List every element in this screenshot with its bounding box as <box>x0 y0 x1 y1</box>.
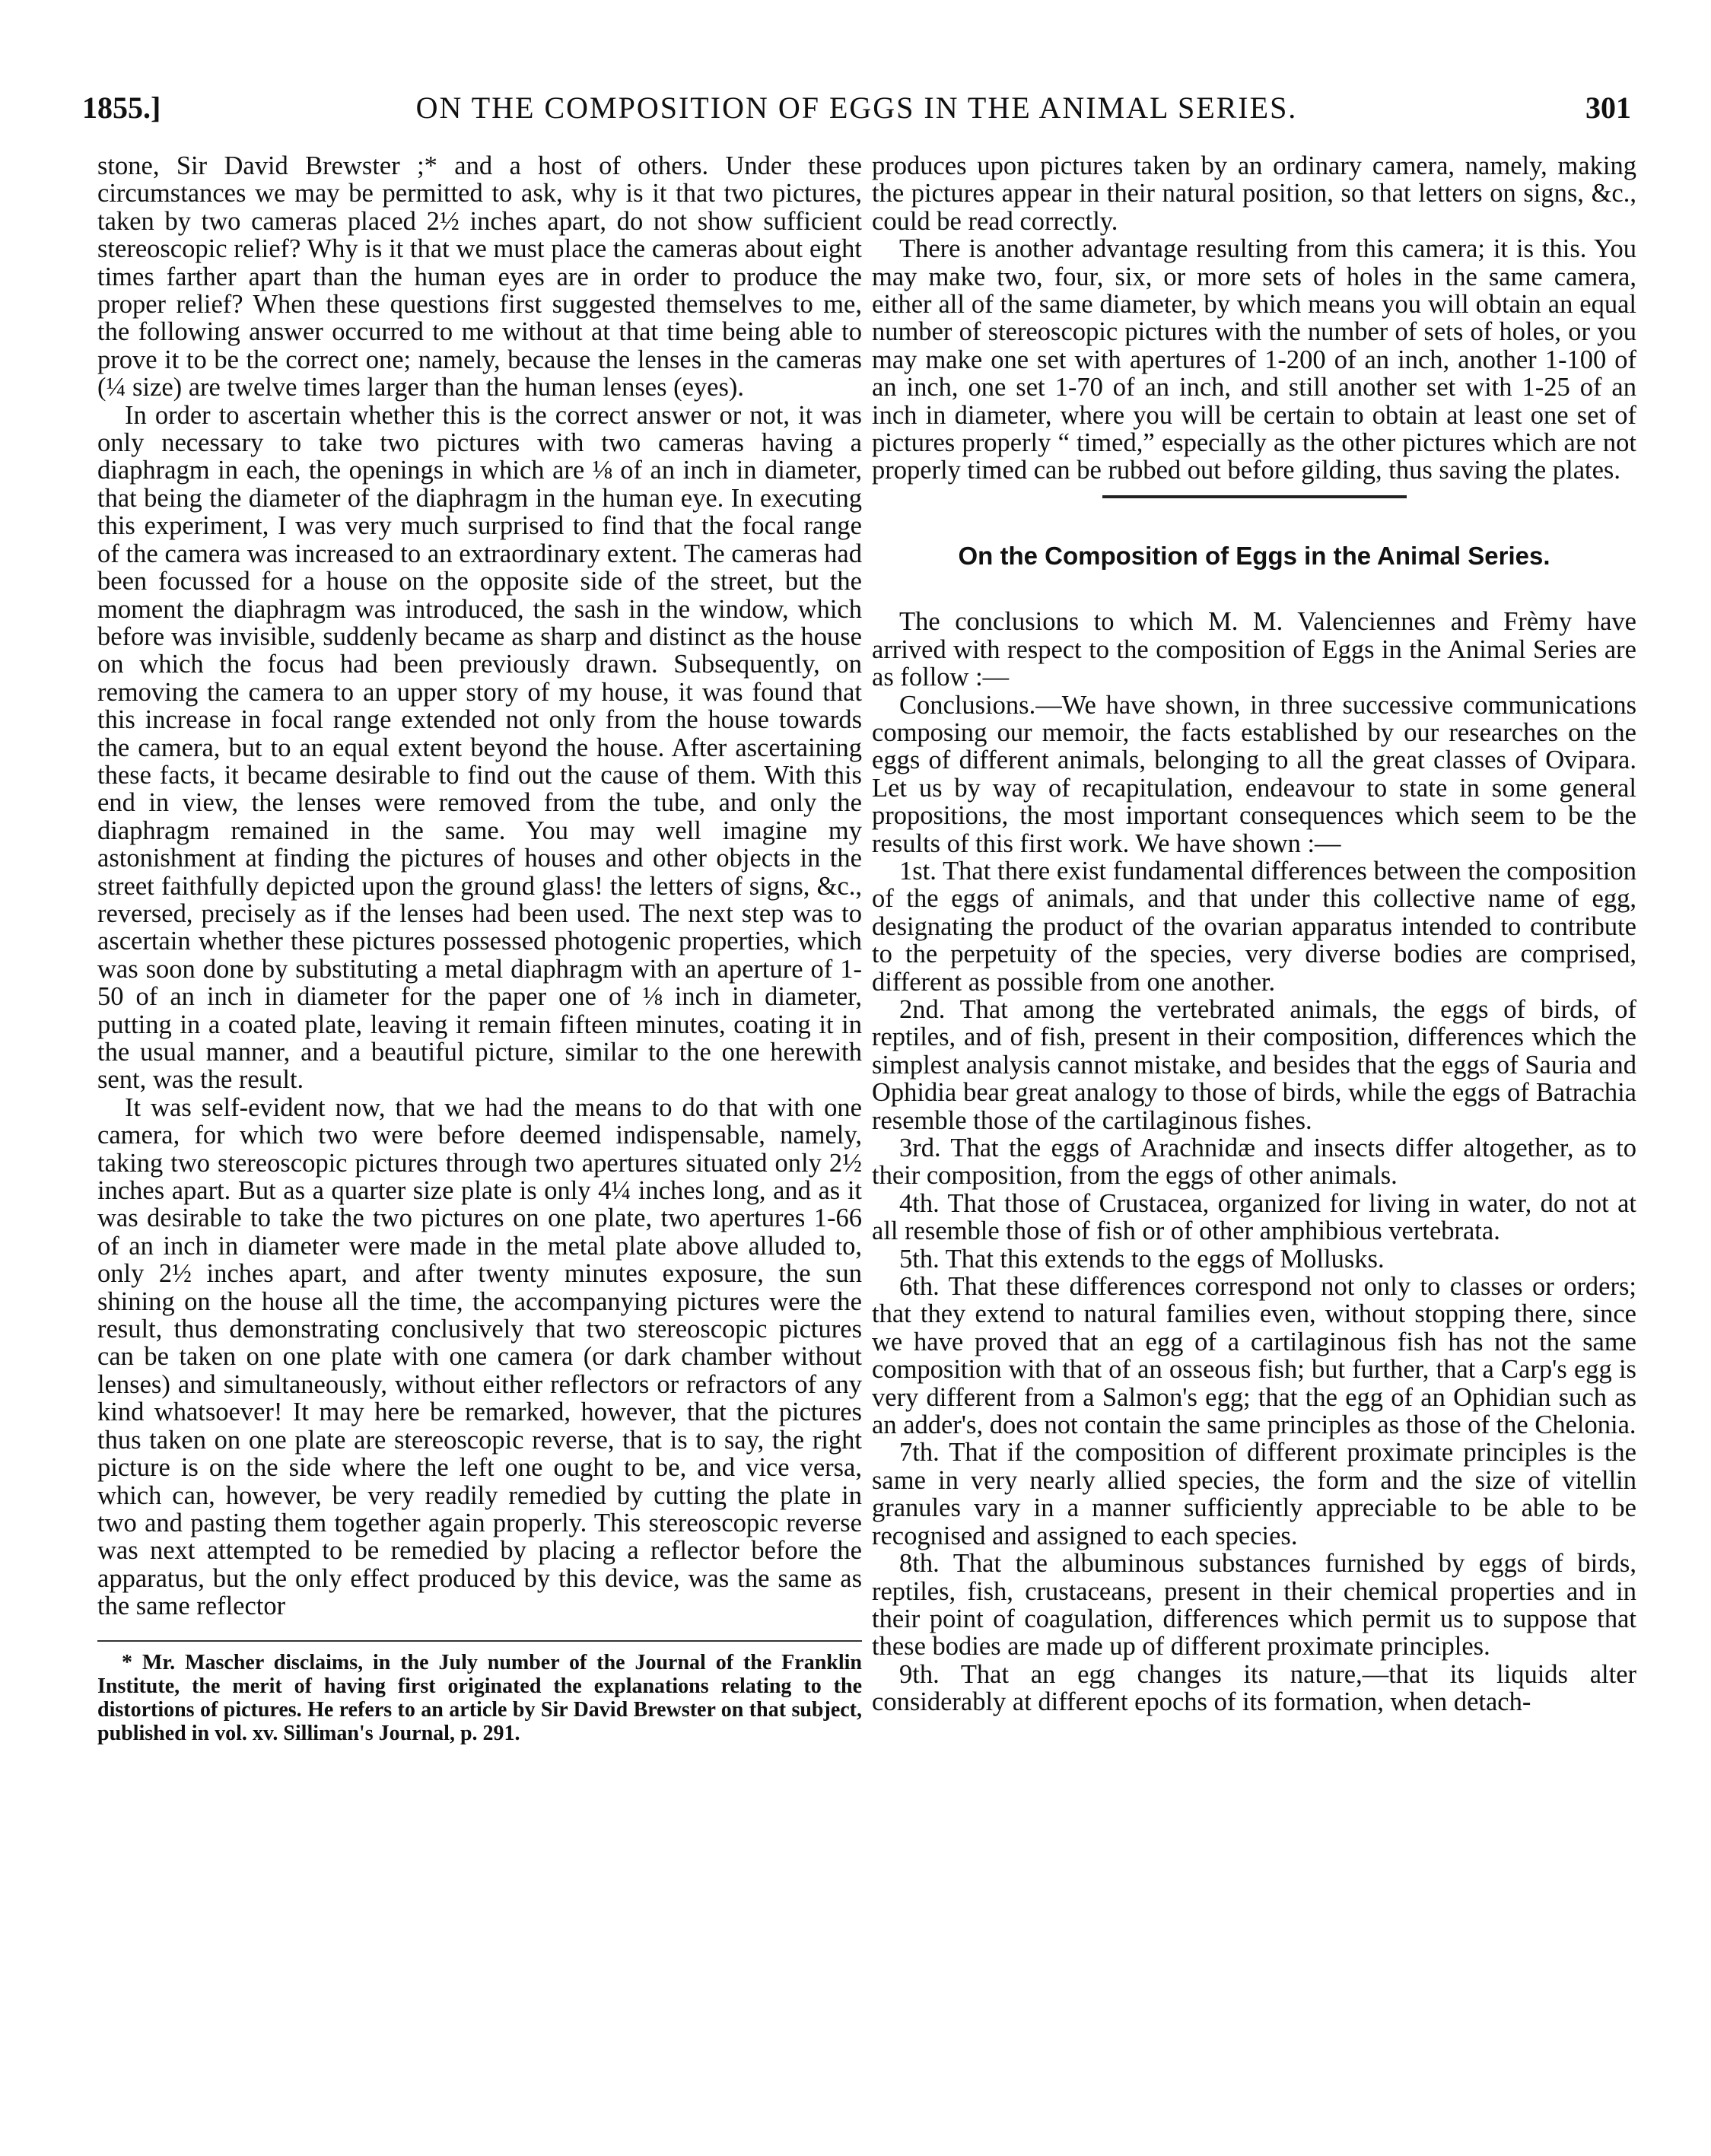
conclusion-item: 1st. That there exist fundamental differences between the composition of the eggs of animals, and that under this collective name of egg, designating the product of the ovarian apparatus intended to contribute to the perpetuity of the species, very diverse bodies are comprised, different as possible from one another. <box>872 856 1636 997</box>
paragraph: Conclusions.—We have shown, in three successive communications composing our memoir, the facts established by our researches on the eggs of different animals, belonging to all the great classes of Ovipara. Let us by way of recapitulation, endeavour to state in some general propositions, the most important consequences which seem to be the results of this first work. We have shown :— <box>872 690 1636 858</box>
conclusion-item: 4th. That those of Crustacea, organized for living in water, do not at all resemble those of fish or of other amphibious vertebrata. <box>872 1188 1636 1246</box>
conclusion-item: 8th. That the albuminous substances furnished by eggs of birds, reptiles, fish, crustaceans, present in their chemical properties and in their point of coagulation, differences which permit us to suppose that these bodies are made up of different proximate principles. <box>872 1549 1636 1662</box>
conclusion-item: 3rd. That the eggs of Arachnidæ and insects differ altogether, as to their composition, from the eggs of other animals. <box>872 1134 1636 1191</box>
paragraph: There is another advantage resulting from this camera; it is this. You may make two, four, six, or more sets of holes in the same camera, either all of the same diameter, by which means you will obtain an equal number of stereoscopic pictures with the number of sets of holes, or you may make one set with apertures of 1-200 of an inch, another 1-100 of an inch, one set 1-70 of an inch, and still another set with 1-25 of an inch in diameter, where you will be certain to obtain at least one set of pictures properly “ timed,” especially as the other pictures which are not properly timed can be rubbed out before gilding, thus saving the plates. <box>872 234 1636 485</box>
paragraph: produces upon pictures taken by an ordinary camera, namely, making the pictures appear in their natural position, so that letters on signs, &c., could be read correctly. <box>872 151 1636 236</box>
page-number: 301 <box>1585 91 1631 125</box>
header-year: 1855.] <box>82 91 161 125</box>
paragraph: In order to ascertain whether this is the correct answer or not, it was only necessary to take two pictures with two cameras having a diaphragm in each, the openings in which are ⅛ of an inch in diameter, that being the diameter of the diaphragm in the human eye. In executing this experiment, I was very much surprised to find that the focal range of the camera was increased to an extraordinary extent. The cameras had been focussed for a house on the opposite side of the street, but the moment the diaphragm was introduced, the sash in the window, which before was invisible, suddenly became as sharp and distinct as the house on which the focus had been previously drawn. Subsequently, on removing the camera to an upper story of my house, it was found that this increase in focal range extended not only from the house towards the camera, but to an equal extent beyond the house. After ascertaining these facts, it became desirable to find out the cause of them. With this end in view, the lenses were removed from the tube, and only the diaphragm remained in the same. You may well imagine my astonishment at finding the pictures of houses and other objects in the street faithfully depicted upon the ground glass! the letters of signs, &c., reversed, precisely as if the lenses had been used. The next step was to ascertain whether these pictures possessed photogenic properties, which was soon done by substituting a metal diaphragm with an aperture of 1-50 of an inch in diameter for the paper one of ⅛ inch in diameter, putting in a coated plate, leaving it remain fifteen minutes, coating it in the usual manner, and a beautiful picture, similar to the one herewith sent, was the result. <box>97 400 862 1095</box>
running-header <box>82 90 1631 135</box>
left-column <box>97 152 862 1745</box>
conclusion-item: 7th. That if the composition of different proximate principles is the same in very nearly allied species, the form and the size of vitellin granules vary in a manner sufficiently appreciable to be able to be recognised and assigned to each species. <box>872 1438 1636 1550</box>
conclusion-item: 6th. That these differences correspond not only to classes or orders; that they extend to natural families even, without stopping there, since we have proved that an egg of a cartilaginous fish has not the same composition with that of an osseous fish; but further, that a Carp's egg is very different from a Salmon's egg; that the egg of an Ophidian such as an adder's, does not contain the same principles as those of the Chelonia. <box>872 1272 1636 1440</box>
footnote-divider <box>97 1640 862 1642</box>
paragraph: stone, Sir David Brewster ;* and a host of others. Under these circumstances we may be permitted to ask, why is it that two pictures, taken by two cameras placed 2½ inches apart, do not show sufficient stereoscopic relief? Why is it that we must place the cameras about eight times farther apart than the human eyes are in order to produce the proper relief? When these questions first suggested themselves to me, the following answer occurred to me without at that time being able to prove it to be the correct one; namely, because the lenses in the cameras (¼ size) are twelve times larger than the human lenses (eyes). <box>97 151 862 402</box>
conclusion-item: 9th. That an egg changes its nature,—that its liquids alter considerably at different epochs of its formation, when detach- <box>872 1659 1636 1717</box>
conclusion-item: 2nd. That among the vertebrated animals, the eggs of birds, of reptiles, and of fish, present in their composition, differences which the simplest analysis cannot mistake, and besides that the eggs of Sauria and Ophidia bear great analogy to those of birds, while the eggs of Batrachia resemble those of the cartilaginous fishes. <box>872 994 1636 1135</box>
footnote: * Mr. Mascher disclaims, in the July number of the Journal of the Franklin Institute, the merit of having first originated the explanations relating to the distortions of pictures. He refers to an article by Sir David Brewster on that subject, published in vol. xv. Silliman's Journal, p. 291. <box>97 1650 862 1745</box>
right-column <box>872 152 1636 1716</box>
section-divider <box>1102 495 1407 498</box>
running-title: ON THE COMPOSITION OF EGGS IN THE ANIMAL SERIES. <box>415 91 1298 125</box>
paragraph: It was self-evident now, that we had the means to do that with one camera, for which two were before deemed indispensable, namely, taking two stereoscopic pictures through two apertures situated only 2½ inches apart. But as a quarter size plate is only 4¼ inches long, and as it was desirable to take the two pictures on one plate, two apertures 1-66 of an inch in diameter were made in the metal plate above alluded to, only 2½ inches apart, and after twenty minutes exposure, the sun shining on the house all the time, the accompanying pictures were the result, thus demonstrating conclusively that two stereoscopic pictures can be taken on one plate with one camera (or dark chamber without lenses) and simultaneously, without either reflectors or refractors of any kind whatsoever! It may here be remarked, however, that the pictures thus taken on one plate are stereoscopic reverse, that is to say, the right picture is on the side where the left one ought to be, and vice versa, which can, however, be very readily remedied by cutting the plate in two and pasting them together again properly. This stereoscopic reverse was next attempted to be remedied by placing a reflector before the apparatus, but the only effect produced by this device, was the same as the same reflector <box>97 1092 862 1621</box>
paragraph: The conclusions to which M. M. Valenciennes and Frèmy have arrived with respect to the composition of Eggs in the Animal Series are as follow :— <box>872 607 1636 692</box>
article-title: On the Composition of Eggs in the Animal Series. <box>958 541 1550 570</box>
conclusion-item: 5th. That this extends to the eggs of Mollusks. <box>899 1244 1385 1274</box>
